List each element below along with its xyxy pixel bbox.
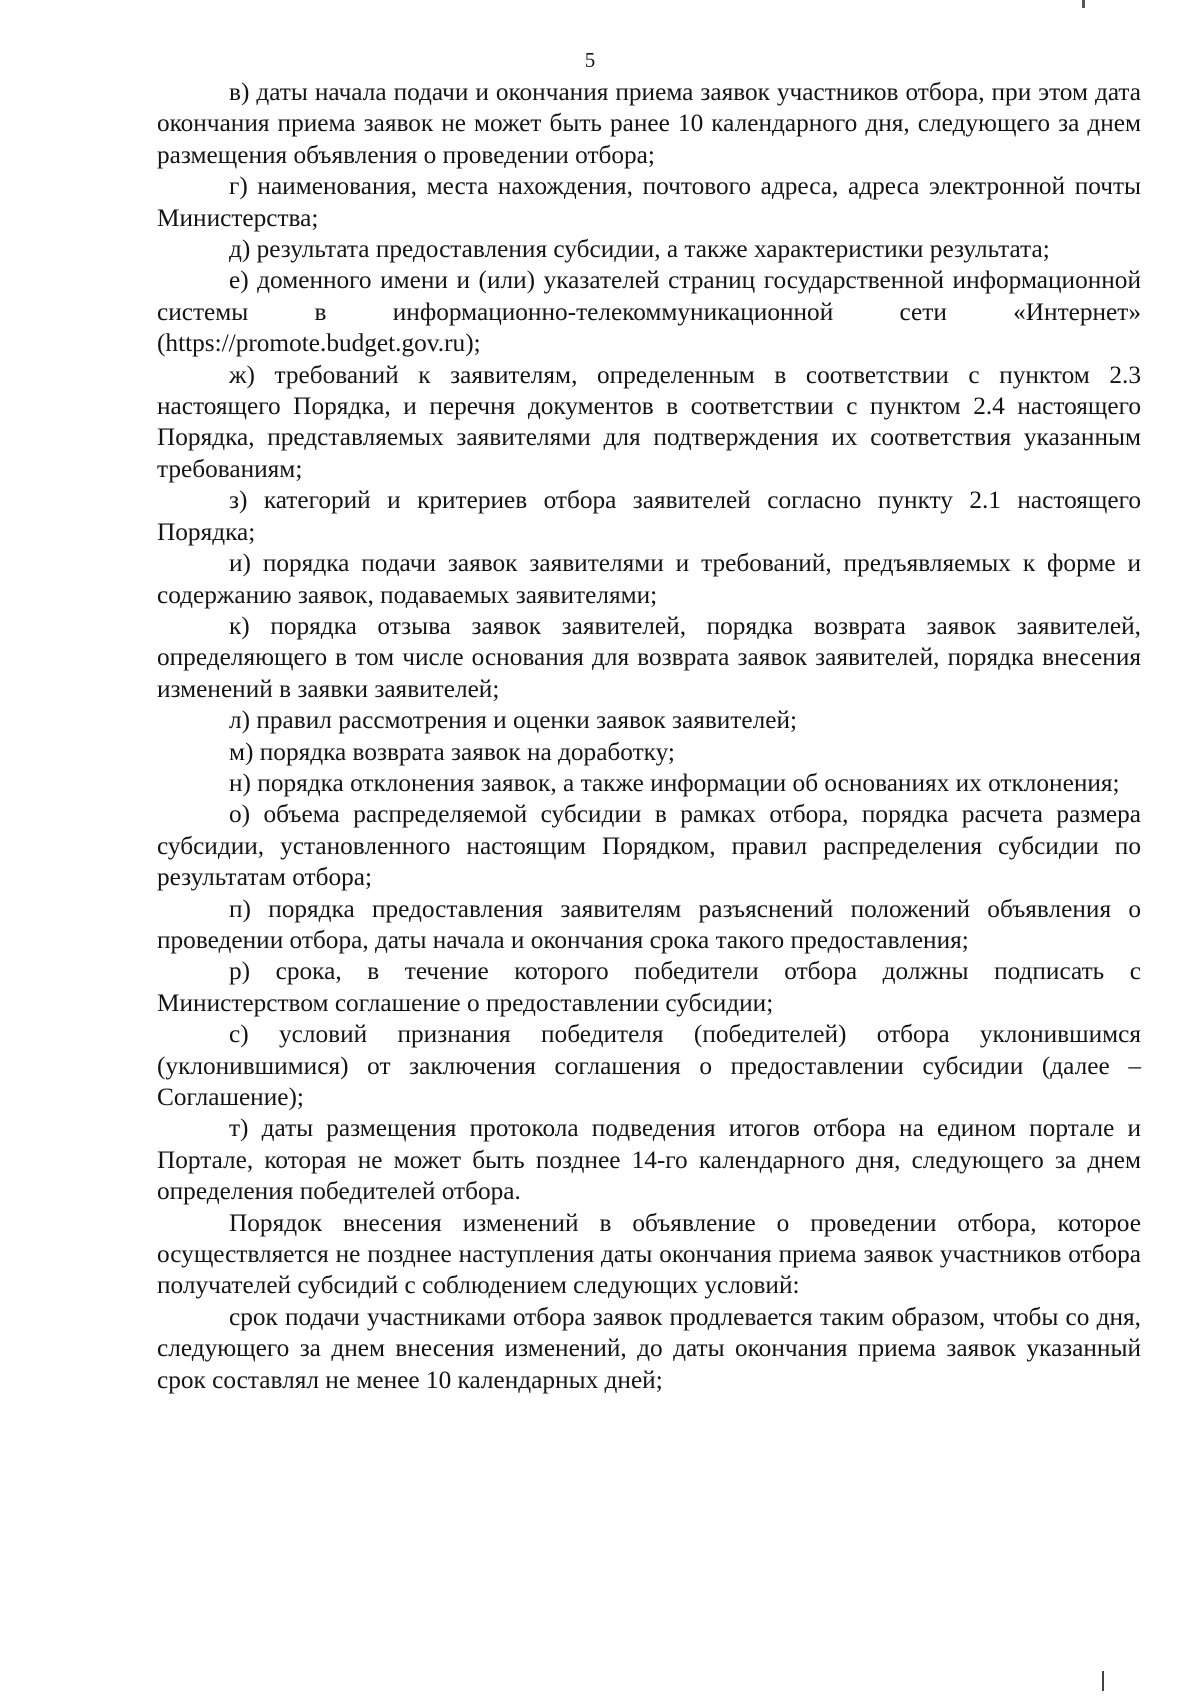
paragraph-d: д) результата предоставления субсидии, а также характеристики результата; (229, 235, 1050, 264)
document-body (157, 77, 1141, 1396)
paragraph-n: н) порядка отклонения заявок, а также информации об основаниях их отклонения; (229, 768, 1120, 797)
paragraph-k: к) порядка отзыва заявок заявителей, порядка возврата заявок заявителей, определяющего в том числе основания для возврата заявок заявителей, порядка внесения изменений в заявки заявителей; (157, 611, 1141, 703)
paragraph-z: з) категорий и критериев отбора заявителей согласно пункту 2.1 настоящего Порядка; (157, 486, 1141, 546)
paragraph-zh: ж) требований к заявителям, определенным в соответствии с пунктом 2.3 настоящего Порядка, и перечня документов в соответствии с пунктом 2.4 настоящего Порядка, представляемых заявителями для подтверждения их соответствия указанным требованиям; (157, 360, 1141, 483)
paragraph-p: п) порядка предоставления заявителям разъяснений положений объявления о проведении отбора, даты начала и окончания срока такого предоставления; (157, 894, 1141, 954)
paragraph-r: р) срока, в течение которого победители отбора должны подписать с Министерством соглашение о предоставлении субсидии; (157, 957, 1141, 1017)
paragraph-o: о) объема распределяемой субсидии в рамках отбора, порядка расчета размера субсидии, установленного настоящим Порядком, правил распределения субсидии по результатам отбора; (157, 800, 1141, 892)
paragraph-g: г) наименования, места нахождения, почтового адреса, адреса электронной почты Министерства; (157, 172, 1141, 232)
scan-mark-bottom (1102, 1671, 1104, 1691)
paragraph-e: е) доменного имени и (или) указателей страниц государственной информационной системы в информационно-телекоммуникационной сети «Интернет» (https://promote.budget.gov.ru); (157, 266, 1141, 358)
scan-mark-top (1082, 0, 1085, 8)
paragraph-t: т) даты размещения протокола подведения итогов отбора на едином портале и Портале, которая не может быть позднее 14-го календарного дня, следующего за днем определения победителей отбора. (157, 1114, 1141, 1206)
paragraph-m: м) порядка возврата заявок на доработку; (229, 737, 675, 766)
paragraph-i: и) порядка подачи заявок заявителями и требований, предъявляемых к форме и содержанию заявок, подаваемых заявителями; (157, 549, 1141, 609)
paragraph-amendment-procedure: Порядок внесения изменений в объявление о проведении отбора, которое осуществляется не позднее наступления даты окончания приема заявок участников отбора получателей субсидий с соблюдением следующих условий: (157, 1208, 1141, 1300)
paragraph-l: л) правил рассмотрения и оценки заявок заявителей; (229, 706, 798, 735)
paragraph-v: в) даты начала подачи и окончания приема заявок участников отбора, при этом дата окончания приема заявок не может быть ранее 10 календарного дня, следующего за днем размещения объявления о проведении отбора; (157, 78, 1141, 169)
paragraph-deadline-extension: срок подачи участниками отбора заявок продлевается таким образом, чтобы со дня, следующего за днем внесения изменений, до даты окончания приема заявок указанный срок составлял не менее 10 календарных дней; (157, 1302, 1141, 1394)
paragraph-s: с) условий признания победителя (победителей) отбора уклонившимся (уклонившимися) от заключения соглашения о предоставлении субсидии (далее – Соглашение); (157, 1020, 1141, 1111)
page-number: 5 (584, 48, 596, 72)
